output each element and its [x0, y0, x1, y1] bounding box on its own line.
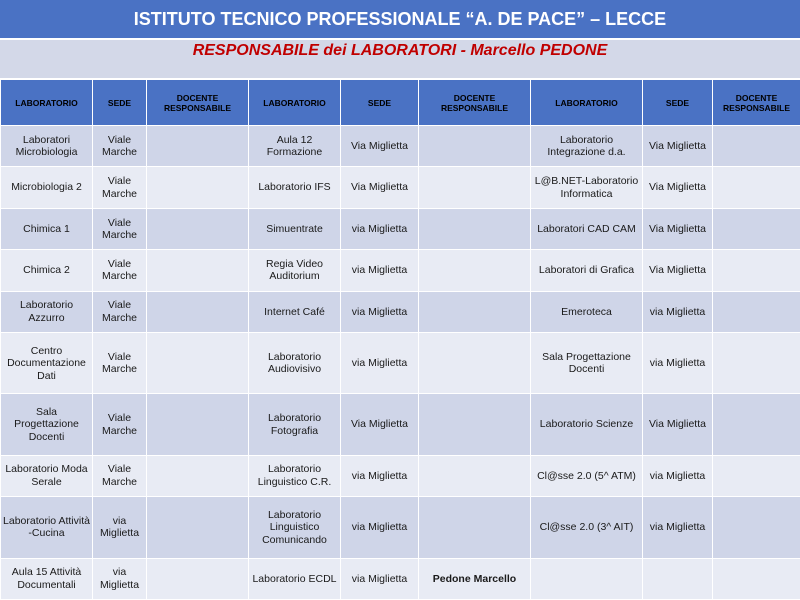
table-cell: Via Miglietta [341, 126, 419, 167]
table-cell: Viale Marche [93, 455, 147, 496]
table-cell: via Miglietta [341, 250, 419, 291]
table-cell: Viale Marche [93, 333, 147, 394]
table-cell: Aula 12 Formazione [249, 126, 341, 167]
table-cell [713, 250, 800, 291]
table-cell: Laboratorio IFS [249, 167, 341, 208]
table-cell: Viale Marche [93, 126, 147, 167]
table-cell: Via Miglietta [643, 167, 713, 208]
table-cell: Laboratorio Moda Serale [1, 455, 93, 496]
table-cell [419, 250, 531, 291]
table-cell: Laboratorio Linguistico Comunicando [249, 497, 341, 558]
table-cell: Chimica 2 [1, 250, 93, 291]
table-row [1, 497, 800, 558]
table-cell [713, 167, 800, 208]
page-title: ISTITUTO TECNICO PROFESSIONALE “A. DE PACE” – LECCE [0, 0, 800, 38]
table-cell [419, 394, 531, 455]
table-cell [419, 497, 531, 558]
table-cell: Centro Documentazione Dati [1, 333, 93, 394]
table-cell: Laboratorio Integrazione d.a. [531, 126, 643, 167]
table-cell: Cl@sse 2.0 (3^ AIT) [531, 497, 643, 558]
table-cell: Simuentrate [249, 208, 341, 249]
table-cell: Internet Café [249, 291, 341, 332]
table-cell: Regia Video Auditorium [249, 250, 341, 291]
column-header-laboratorio: LABORATORIO [1, 80, 93, 126]
table-cell: Via Miglietta [643, 126, 713, 167]
table-cell: Viale Marche [93, 167, 147, 208]
table-cell: via Miglietta [341, 208, 419, 249]
responsible-teacher-cell: Pedone Marcello [419, 558, 531, 599]
table-cell [147, 291, 249, 332]
table-cell: Viale Marche [93, 208, 147, 249]
column-header-docente-responsabile: DOCENTE RESPONSABILE [713, 80, 800, 126]
column-header-docente-responsabile: DOCENTE RESPONSABILE [419, 80, 531, 126]
table-cell [643, 558, 713, 599]
table-cell [713, 558, 800, 599]
table-cell [419, 455, 531, 496]
table-cell: Laboratorio ECDL [249, 558, 341, 599]
column-header-docente-responsabile: DOCENTE RESPONSABILE [147, 80, 249, 126]
table-cell [147, 167, 249, 208]
table-cell: Laboratorio Azzurro [1, 291, 93, 332]
table-cell: Via Miglietta [341, 167, 419, 208]
table-cell [147, 208, 249, 249]
table-cell: Via Miglietta [643, 250, 713, 291]
table-cell: Emeroteca [531, 291, 643, 332]
table-cell: Viale Marche [93, 250, 147, 291]
table-cell [147, 394, 249, 455]
table-cell [147, 126, 249, 167]
table-cell [531, 558, 643, 599]
table-row [1, 394, 800, 455]
table-cell [147, 455, 249, 496]
table-cell: Laboratorio Audiovisivo [249, 333, 341, 394]
table-cell [419, 333, 531, 394]
table-cell: via Miglietta [341, 455, 419, 496]
table-cell: via Miglietta [341, 558, 419, 599]
column-header-sede: SEDE [643, 80, 713, 126]
table-cell [419, 291, 531, 332]
table-cell [147, 558, 249, 599]
table-cell [147, 497, 249, 558]
table-row [1, 558, 800, 599]
table-cell [147, 333, 249, 394]
table-cell: Cl@sse 2.0 (5^ ATM) [531, 455, 643, 496]
table-cell: Laboratori CAD CAM [531, 208, 643, 249]
table-cell: via Miglietta [643, 455, 713, 496]
table-cell: via Miglietta [341, 497, 419, 558]
table-row [1, 291, 800, 332]
table-cell: Aula 15 Attività Documentali [1, 558, 93, 599]
table-cell: via Miglietta [93, 497, 147, 558]
column-header-laboratorio: LABORATORIO [249, 80, 341, 126]
table-cell [419, 126, 531, 167]
table-cell: via Miglietta [643, 497, 713, 558]
table-cell [713, 126, 800, 167]
page-subtitle: RESPONSABILE dei LABORATORI - Marcello PEDONE [192, 42, 608, 59]
table-header-row [1, 80, 800, 126]
table-row [1, 208, 800, 249]
table-cell [713, 394, 800, 455]
table-cell [713, 497, 800, 558]
table-cell: Sala Progettazione Docenti [531, 333, 643, 394]
table-cell: via Miglietta [643, 333, 713, 394]
table-cell: via Miglietta [341, 333, 419, 394]
table-row [1, 333, 800, 394]
laboratories-table [0, 79, 800, 600]
table-cell: via Miglietta [93, 558, 147, 599]
table-cell: L@B.NET-Laboratorio Informatica [531, 167, 643, 208]
table-cell: Laboratori di Grafica [531, 250, 643, 291]
table-cell: Via Miglietta [643, 208, 713, 249]
table-cell [713, 291, 800, 332]
table-cell: via Miglietta [341, 291, 419, 332]
table-cell: Laboratori Microbiologia [1, 126, 93, 167]
table-cell: via Miglietta [643, 291, 713, 332]
table-cell [419, 167, 531, 208]
column-header-laboratorio: LABORATORIO [531, 80, 643, 126]
table-row [1, 455, 800, 496]
table-cell: Laboratorio Attività -Cucina [1, 497, 93, 558]
table-cell [713, 455, 800, 496]
table-row [1, 167, 800, 208]
table-cell [713, 208, 800, 249]
column-header-sede: SEDE [341, 80, 419, 126]
table-cell [713, 333, 800, 394]
table-cell: Laboratorio Linguistico C.R. [249, 455, 341, 496]
table-cell: Laboratorio Scienze [531, 394, 643, 455]
table-cell: Sala Progettazione Docenti [1, 394, 93, 455]
table-cell: Via Miglietta [341, 394, 419, 455]
table-cell: Laboratorio Fotografia [249, 394, 341, 455]
table-cell: Via Miglietta [643, 394, 713, 455]
table-cell: Viale Marche [93, 394, 147, 455]
table-cell [419, 208, 531, 249]
table-row [1, 250, 800, 291]
table-cell: Chimica 1 [1, 208, 93, 249]
column-header-sede: SEDE [93, 80, 147, 126]
table-cell: Viale Marche [93, 291, 147, 332]
table-cell [147, 250, 249, 291]
table-cell: Microbiologia 2 [1, 167, 93, 208]
table-row [1, 126, 800, 167]
